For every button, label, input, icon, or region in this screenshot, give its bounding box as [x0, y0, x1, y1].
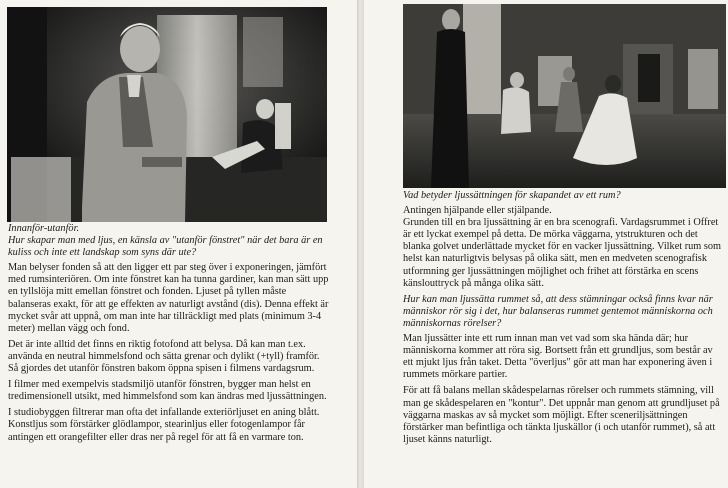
film-still-photo-right [403, 4, 726, 188]
paragraph: Det är inte alltid det finns en riktig fotofond att belysa. Då kan man t.ex. använda en neutral himmelsfond och sätta grenar och dylikt (+tyll) framför. Så gjordes det utanför fönstren bakom öppna spisen i filmens vardagsrum. [8, 338, 320, 375]
paragraph: För att få balans mellan skådespelarnas rörelser och rummets stämning, vill man ge skådespelaren en "kontur". Det uppnår man genom att grundljuset på väggarna maskas av så mycket som möjligt. Efter sceneriljsättningen förstärker man befintliga och tänkta ljuskällor (i och utanför rummet), så att ljuset känns naturligt. [403, 385, 720, 445]
paragraph: Man ljussätter inte ett rum innan man vet vad som ska hända där; hur människorna kommer att röra sig. Bortsett från ett grundljus, som består av ett mjukt ljus från taket. Detta "överljus" gör att man har exponering även i rummets mörkare partier. [403, 333, 713, 381]
paragraph: I studiobyggen filtrerar man ofta det infallande exteriörljuset en aning blått. Konstljus som förstärker glödlampor, stearinljus eller fotogenlampor får antingen ett orangefilter eller dras ner på regel för att få en varmare ton. [8, 407, 320, 443]
left-text-column [8, 223, 330, 448]
caption-question: Vad betyder ljussättningen för skapandet av ett rum? [403, 190, 621, 201]
film-still-photo-left [7, 7, 327, 222]
paragraph: Antingen hjälpande eller stjälpande. [403, 205, 552, 217]
question-heading: Hur kan man ljussätta rummet så, att dess stämningar också finns kvar när människor rör sig i det, hur balanseras rummet gentemot människorna och människornas rörelser? [403, 293, 713, 329]
right-text-column [403, 190, 725, 450]
film-still-illustration-right [403, 4, 726, 188]
paragraph: I filmer med exempelvis stadsmiljö utanför fönstren, bygger man helst en tredimensionell utsikt, med himmelsfond som kan ändras med ljussättningen. [8, 379, 327, 403]
paragraph: Man belyser fonden så att den ligger ett par steg över i exponeringen, jämfört med rumsinteriören. Om inte fönstret kan ha tunna gardiner, kan man sätt upp en tyllslöja mitt emellan fönstret och fonden. Ljuset på tyllen måste balanseras exakt, för att ge effekten av naturligt avstånd (dis). Denna effekt är mycket svår att uppnå, om man inte har tillräckligt med plats (minimum 3-4 meter) mellan vägg och fond. [8, 262, 329, 334]
film-still-illustration-left [7, 7, 327, 222]
paragraph: Grunden till en bra ljussättning är en bra scenografi. Vardagsrummet i Offret är ett lyckat exempel på detta. De mörka väggarna, ytstrukturen och det blanka golvet underlättade mycket för en vacker ljussättning. Vilket rum som helst kan naturligtvis belysas på olika sätt, men en medveten scenografisk utformning ger ljussättningen möjlighet och frihet att förstärka en scens känslouttryck på många olika sätt. [403, 217, 722, 289]
caption-title: Innanför-utanför. [8, 223, 80, 234]
page-gutter [357, 0, 364, 488]
caption-question: Hur skapar man med ljus, en känsla av "utanför fönstret" när det bara är en kuliss och inte ett landskap som syns där ute? [8, 235, 323, 259]
